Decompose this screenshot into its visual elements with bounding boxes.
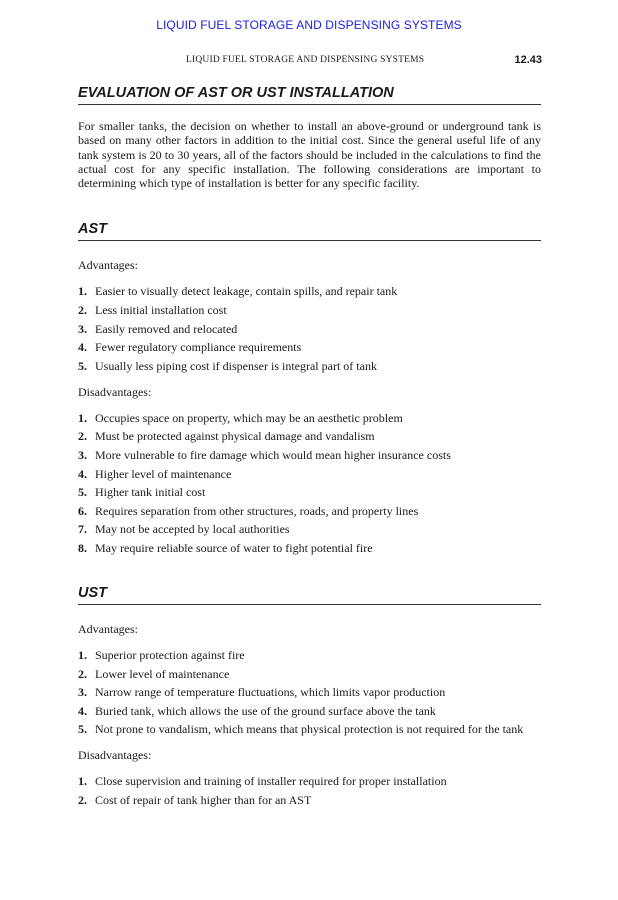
list-item: 3. Easily removed and relocated [78, 321, 238, 336]
list-item: 7. May not be accepted by local authorities [78, 522, 290, 537]
ust-advantages-label: Advantages: [78, 622, 138, 637]
evaluation-paragraph: For smaller tanks, the decision on whether to install an above-ground or underground tank is based on many other factors in addition to the initial cost. Since the general useful life of any tank system is 20 to 30 years, all of the factors should be included in the calculations to find the actual cost for any specific installation. The following considerations are important to determining which type of installation is better for any specific facility. [78, 119, 541, 191]
page-number: 12.43 [514, 54, 542, 66]
list-item: 1. Easier to visually detect leakage, contain spills, and repair tank [78, 284, 398, 299]
list-item: 5. Higher tank initial cost [78, 485, 206, 500]
ust-disadvantages-list [78, 774, 541, 807]
list-item: 2. Cost of repair of tank higher than for an AST [78, 792, 312, 807]
running-head: LIQUID FUEL STORAGE AND DISPENSING SYSTEMS [186, 55, 425, 65]
list-item: 2. Lower level of maintenance [78, 666, 230, 681]
section-heading-ast: AST [78, 220, 541, 241]
list-item: 1. Occupies space on property, which may be an aesthetic problem [78, 410, 403, 425]
section-heading-ust: UST [78, 584, 541, 605]
ast-advantages-list [78, 284, 541, 372]
list-item: 6. Requires separation from other structures, roads, and property lines [78, 503, 419, 518]
list-item: 5. Usually less piping cost if dispenser is integral part of tank [78, 358, 377, 373]
list-item: 8. May require reliable source of water to fight potential fire [78, 541, 373, 556]
list-item: 1. Close supervision and training of installer required for proper installation [78, 774, 447, 789]
ust-advantages-list [78, 648, 541, 736]
section-heading-evaluation: EVALUATION OF AST OR UST INSTALLATION [78, 84, 541, 105]
list-item: 3. More vulnerable to fire damage which would mean higher insurance costs [78, 448, 451, 463]
page-content [78, 84, 541, 807]
list-item: 2. Less initial installation cost [78, 303, 227, 318]
list-item: 5. Not prone to vandalism, which means that physical protection is not required for the tank [78, 722, 524, 737]
ast-disadvantages-list [78, 411, 541, 555]
ast-advantages-label: Advantages: [78, 258, 138, 273]
list-item: 3. Narrow range of temperature fluctuations, which limits vapor production [78, 685, 446, 700]
list-item: 4. Fewer regulatory compliance requirements [78, 340, 302, 355]
list-item: 1. Superior protection against fire [78, 648, 245, 663]
list-item: 4. Buried tank, which allows the use of the ground surface above the tank [78, 703, 436, 718]
ast-disadvantages-label: Disadvantages: [78, 384, 152, 399]
list-item: 2. Must be protected against physical damage and vandalism [78, 429, 375, 444]
ust-disadvantages-label: Disadvantages: [78, 748, 152, 763]
document-banner: LIQUID FUEL STORAGE AND DISPENSING SYSTEMS [156, 18, 462, 32]
list-item: 4. Higher level of maintenance [78, 466, 232, 481]
